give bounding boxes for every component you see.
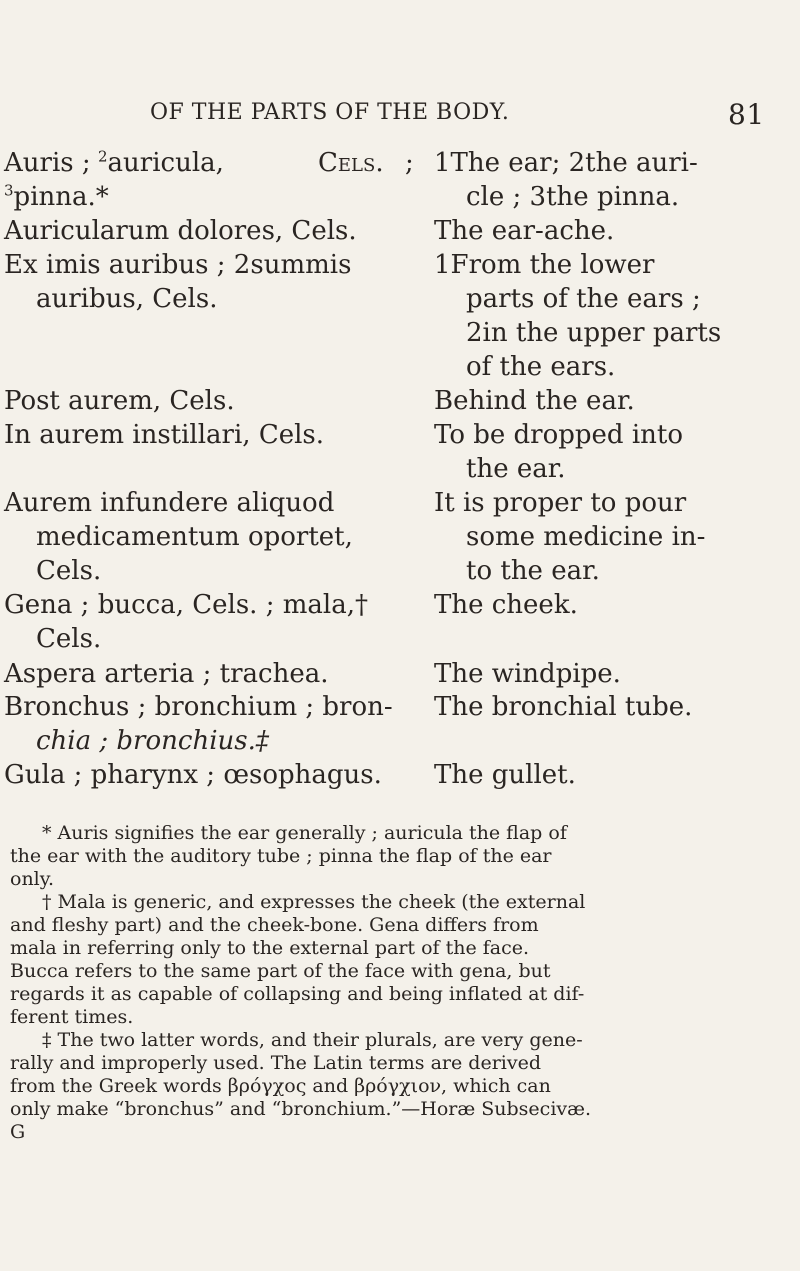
english-line: The ear-ache. (434, 216, 615, 246)
english-line: The cheek. (434, 590, 578, 620)
latin-line: Ex imis auribus ; 2summis (4, 250, 352, 280)
footnote-line: Bucca refers to the same part of the face with gena, but (10, 960, 551, 982)
footnote-line: † Mala is generic, and expresses the cheek (the external (42, 891, 586, 913)
english-line: 2in the upper parts (466, 318, 722, 348)
latin-line: In aurem instillari, Cels. (4, 420, 325, 450)
latin-line: Cels. (318, 148, 384, 178)
english-line: 1The ear; 2the auri- (434, 148, 698, 178)
english-line: The gullet. (434, 760, 576, 790)
english-line: Behind the ear. (434, 386, 635, 416)
footnote-line: regards it as capable of collapsing and being inflated at dif- (10, 983, 585, 1005)
latin-line: Bronchus ; bronchium ; bron- (4, 692, 393, 722)
latin-line: Gula ; pharynx ; œsophagus. (4, 760, 382, 790)
latin-line: Gena ; bucca, Cels. ; mala,† (4, 590, 368, 620)
latin-line: $^3$pinna.* (4, 181, 109, 212)
english-line: cle ; 3the pinna. (466, 182, 680, 212)
latin-line: $^2$auricula, (98, 147, 224, 178)
latin-line: auribus, Cels. (36, 284, 218, 314)
running-title: OF THE PARTS OF THE BODY. (150, 100, 510, 125)
footnote-line: only. (10, 868, 55, 890)
footnote-line: ‡ The two latter words, and their plurals, are very gene- (42, 1029, 583, 1051)
latin-line: chia ; bronchius.‡ (36, 726, 269, 756)
latin-line: ; (405, 148, 414, 178)
footnote-line: ferent times. (10, 1006, 134, 1028)
footnote-line: from the Greek words βρόγχος and βρόγχιον, which can (10, 1075, 551, 1097)
english-line: It is proper to pour (434, 488, 687, 518)
english-line: The bronchial tube. (434, 692, 693, 722)
signature-mark: G (10, 1121, 26, 1143)
footnote-line: mala in referring only to the external part of the face. (10, 937, 530, 959)
english-line: to the ear. (466, 556, 600, 586)
footnote-line: and fleshy part) and the cheek-bone. Gena differs from (10, 914, 539, 936)
latin-line: Auricularum dolores, Cels. (4, 216, 357, 246)
english-line: parts of the ears ; (466, 284, 701, 314)
english-line: the ear. (466, 454, 566, 484)
english-line: 1From the lower (434, 250, 655, 280)
latin-line: Aurem infundere aliquod (4, 488, 335, 518)
page-number: 81 (728, 98, 765, 131)
latin-line: Aspera arteria ; trachea. (4, 659, 329, 689)
latin-line: Auris ; (4, 148, 91, 178)
english-line: of the ears. (466, 352, 616, 382)
latin-line: medicamentum oportet, (36, 522, 353, 552)
footnote-line: the ear with the auditory tube ; pinna the flap of the ear (10, 845, 552, 867)
english-line: To be dropped into (434, 420, 684, 450)
english-line: some medicine in- (466, 522, 706, 552)
footnote-line: * Auris signifies the ear generally ; auricula the flap of (42, 822, 567, 844)
latin-line: Post aurem, Cels. (4, 386, 235, 416)
latin-line: Cels. (36, 556, 102, 586)
footnote-line: only make “bronchus” and “bronchium.”—Horæ Subsecivæ. (10, 1098, 592, 1120)
footnote-line: rally and improperly used. The Latin terms are derived (10, 1052, 541, 1074)
latin-line: Cels. (36, 624, 102, 654)
english-line: The windpipe. (434, 659, 621, 689)
